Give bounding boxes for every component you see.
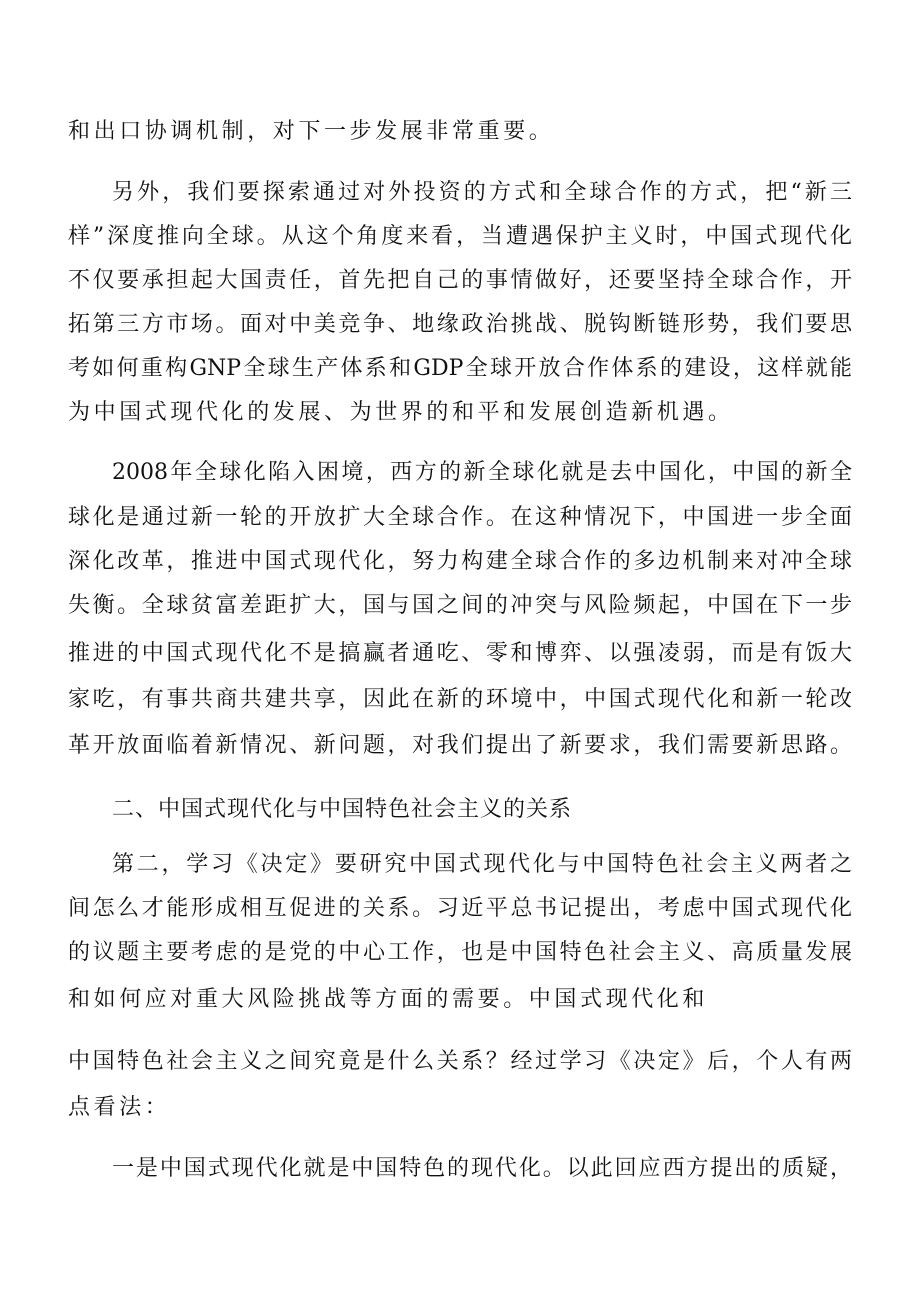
paragraph-line: 球化是通过新一轮的开放扩大全球合作。在这种情况下，中国进一步全面 <box>68 505 852 530</box>
paragraph-line: 考如何重构GNP全球生产体系和GDP全球开放合作体系的建设，这样就能 <box>68 356 852 381</box>
paragraph-line: 家吃，有事共商共建共享，因此在新的环境中，中国式现代化和新一轮改 <box>68 687 852 712</box>
paragraph-line: 样”深度推向全球。从这个角度来看，当遭遇保护主义时，中国式现代化 <box>68 224 852 249</box>
paragraph-line: 为中国式现代化的发展、为世界的和平和发展创造新机遇。 <box>68 400 734 425</box>
paragraph-line: 失衡。全球贫富差距扩大，国与国之间的冲突与风险频起，中国在下一步 <box>68 593 852 618</box>
paragraph-line: 中国特色社会主义之间究竟是什么关系？经过学习《决定》后，个人有两 <box>68 1049 852 1074</box>
paragraph-line: 一是中国式现代化就是中国特色的现代化。以此回应西方提出的质疑， <box>112 1156 852 1181</box>
paragraph-line: 不仅要承担起大国责任，首先把自己的事情做好，还要坚持全球合作，开 <box>68 268 852 293</box>
paragraph-line: 点看法： <box>68 1095 171 1120</box>
paragraph-line: 第二，学习《决定》要研究中国式现代化与中国特色社会主义两者之 <box>112 852 852 877</box>
paragraph-line: 间怎么才能形成相互促进的关系。习近平总书记提出，考虑中国式现代化 <box>68 896 852 921</box>
paragraph-line: 推进的中国式现代化不是搞赢者通吃、零和博弈、以强凌弱，而是有饭大 <box>68 641 852 666</box>
paragraph-line: 另外，我们要探索通过对外投资的方式和全球合作的方式，把“新三 <box>112 180 852 205</box>
paragraph-line: 和如何应对重大风险挑战等方面的需要。中国式现代化和 <box>68 987 709 1012</box>
paragraph-line: 深化改革，推进中国式现代化，努力构建全球合作的多边机制来对冲全球 <box>68 549 852 574</box>
paragraph-line: 的议题主要考虑的是党的中心工作，也是中国特色社会主义、高质量发展 <box>68 940 852 965</box>
paragraph-line: 革开放面临着新情况、新问题，对我们提出了新要求，我们需要新思路。 <box>68 733 852 758</box>
paragraph-line: 和出口协调机制，对下一步发展非常重要。 <box>68 119 555 144</box>
paragraph-line: 2008年全球化陷入困境，西方的新全球化就是去中国化，中国的新全 <box>112 460 852 485</box>
paragraph-line: 拓第三方市场。面对中美竞争、地缘政治挑战、脱钩断链形势，我们要思 <box>68 312 852 337</box>
section-heading: 二、中国式现代化与中国特色社会主义的关系 <box>112 797 573 822</box>
